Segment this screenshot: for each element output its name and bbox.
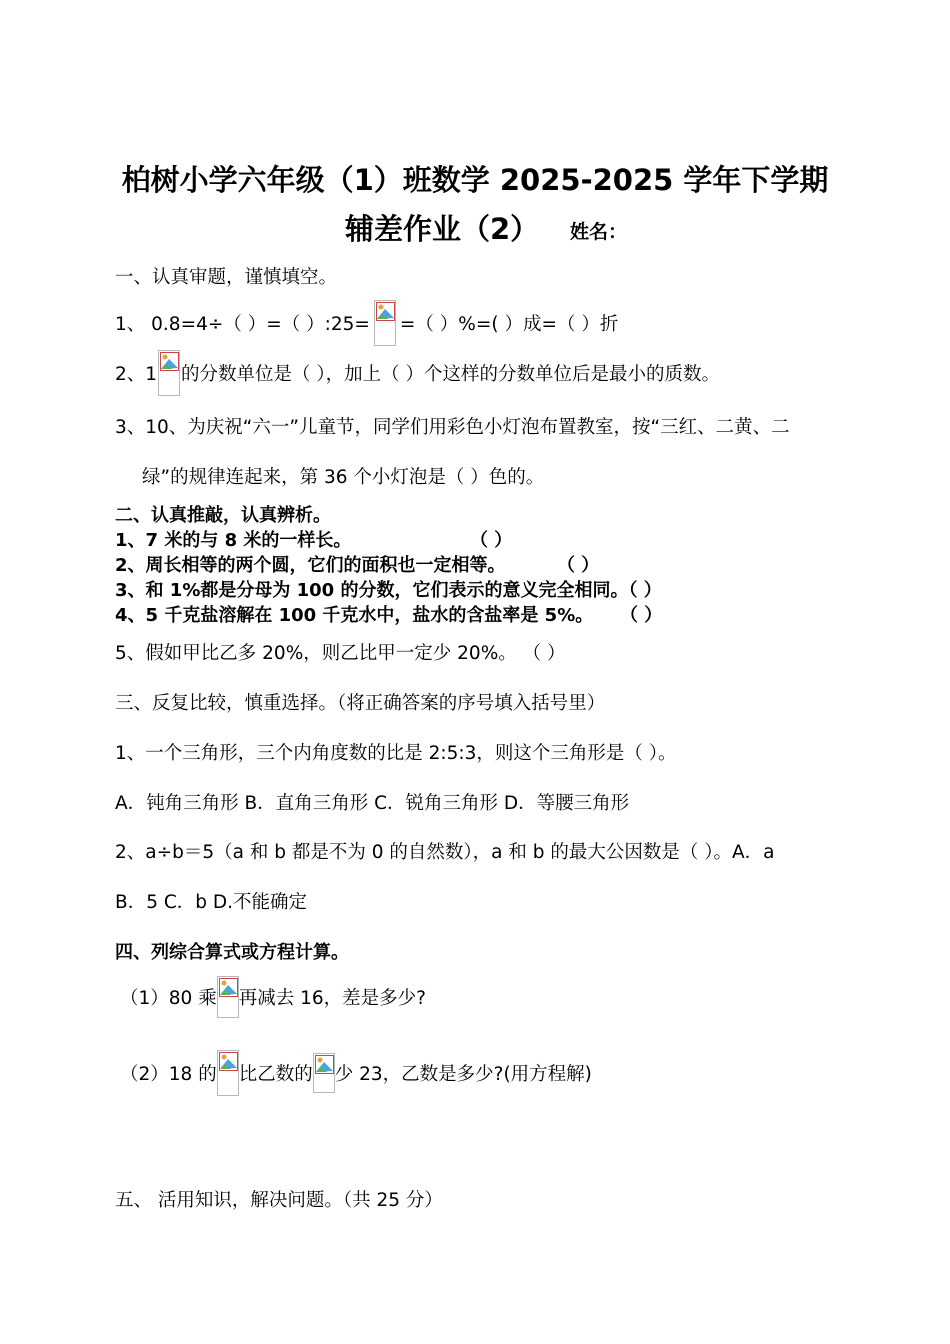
broken-image-icon bbox=[158, 350, 180, 396]
calc-q2-text-a: （2）18 的 bbox=[120, 1064, 217, 1085]
judgement-q3: 3、和 1%都是分母为 100 的分数，它们表示的意义完全相同。（ ） bbox=[115, 580, 662, 601]
choice-q2-options: B．5 C．b D.不能确定 bbox=[115, 892, 308, 913]
judgement-q1: 1、7 米的与 8 米的一样长。 bbox=[115, 530, 352, 551]
judgement-q4: 4、5 千克盐溶解在 100 千克水中，盐水的含盐率是 5%。 bbox=[115, 605, 594, 626]
section2-heading: 二、认真推敲，认真辨析。 bbox=[115, 505, 331, 526]
q2-text-before: 2、1 bbox=[115, 364, 158, 385]
question-1-3-line2: 绿”的规律连起来，第 36 个小灯泡是（ ）色的。 bbox=[142, 467, 545, 488]
page-subtitle: 辅差作业（2） bbox=[345, 212, 540, 246]
name-label: 姓名： bbox=[570, 221, 628, 243]
page-title: 柏树小学六年级（1）班数学 2025-2025 学年下学期 bbox=[121, 163, 829, 197]
calc-q2 bbox=[120, 1050, 592, 1096]
broken-image-icon bbox=[313, 1053, 335, 1093]
section3-heading: 三、反复比较，慎重选择。（将正确答案的序号填入括号里） bbox=[115, 693, 606, 714]
calc-q2-text-c: 少 23，乙数是多少?(用方程解) bbox=[334, 1064, 592, 1085]
broken-image-icon bbox=[217, 1050, 239, 1096]
calc-q1-text-after: 再减去 16，差是多少? bbox=[238, 988, 426, 1009]
section1-heading: 一、认真审题，谨慎填空。 bbox=[115, 267, 338, 288]
section5-heading: 五、 活用知识，解决问题。（共 25 分） bbox=[115, 1190, 443, 1211]
q1-text-after: =（ ）%=( ）成=（ ）折 bbox=[399, 314, 619, 335]
question-1-1 bbox=[115, 300, 618, 346]
q2-text-after: 的分数单位是（ ），加上（ ）个这样的分数单位后是最小的质数。 bbox=[181, 364, 721, 385]
calc-q1 bbox=[120, 976, 426, 1018]
judgement-q4-paren: （ ） bbox=[620, 605, 663, 626]
q1-text-before: 1、 0.8=4÷（ ）=（ ）:25= bbox=[115, 314, 370, 335]
broken-image-icon bbox=[217, 976, 239, 1018]
calc-q2-text-b: 比乙数的 bbox=[238, 1064, 313, 1085]
judgement-q5: 5、假如甲比乙多 20%，则乙比甲一定少 20%。 （ ） bbox=[115, 643, 566, 664]
question-1-3-line1: 3、10、为庆祝“六一”儿童节，同学们用彩色小灯泡布置教室，按“三红、二黄、二 bbox=[115, 417, 790, 438]
judgement-q2-paren: （ ） bbox=[557, 555, 600, 576]
choice-q1: 1、一个三角形，三个内角度数的比是 2:5:3，则这个三角形是（ ）。 bbox=[115, 743, 677, 764]
judgement-q1-paren: （ ） bbox=[470, 530, 513, 551]
judgement-q2: 2、周长相等的两个圆，它们的面积也一定相等。 bbox=[115, 555, 506, 576]
choice-q2: 2、a÷b＝5（a 和 b 都是不为 0 的自然数），a 和 b 的最大公因数是（ ）。A．a bbox=[115, 842, 775, 863]
broken-image-icon bbox=[374, 300, 396, 346]
calc-q1-text-before: （1）80 乘 bbox=[120, 988, 217, 1009]
question-1-2 bbox=[115, 350, 720, 396]
section4-heading: 四、列综合算式或方程计算。 bbox=[115, 942, 349, 963]
choice-q1-options: A．钝角三角形 B．直角三角形 C．锐角三角形 D．等腰三角形 bbox=[115, 793, 630, 814]
